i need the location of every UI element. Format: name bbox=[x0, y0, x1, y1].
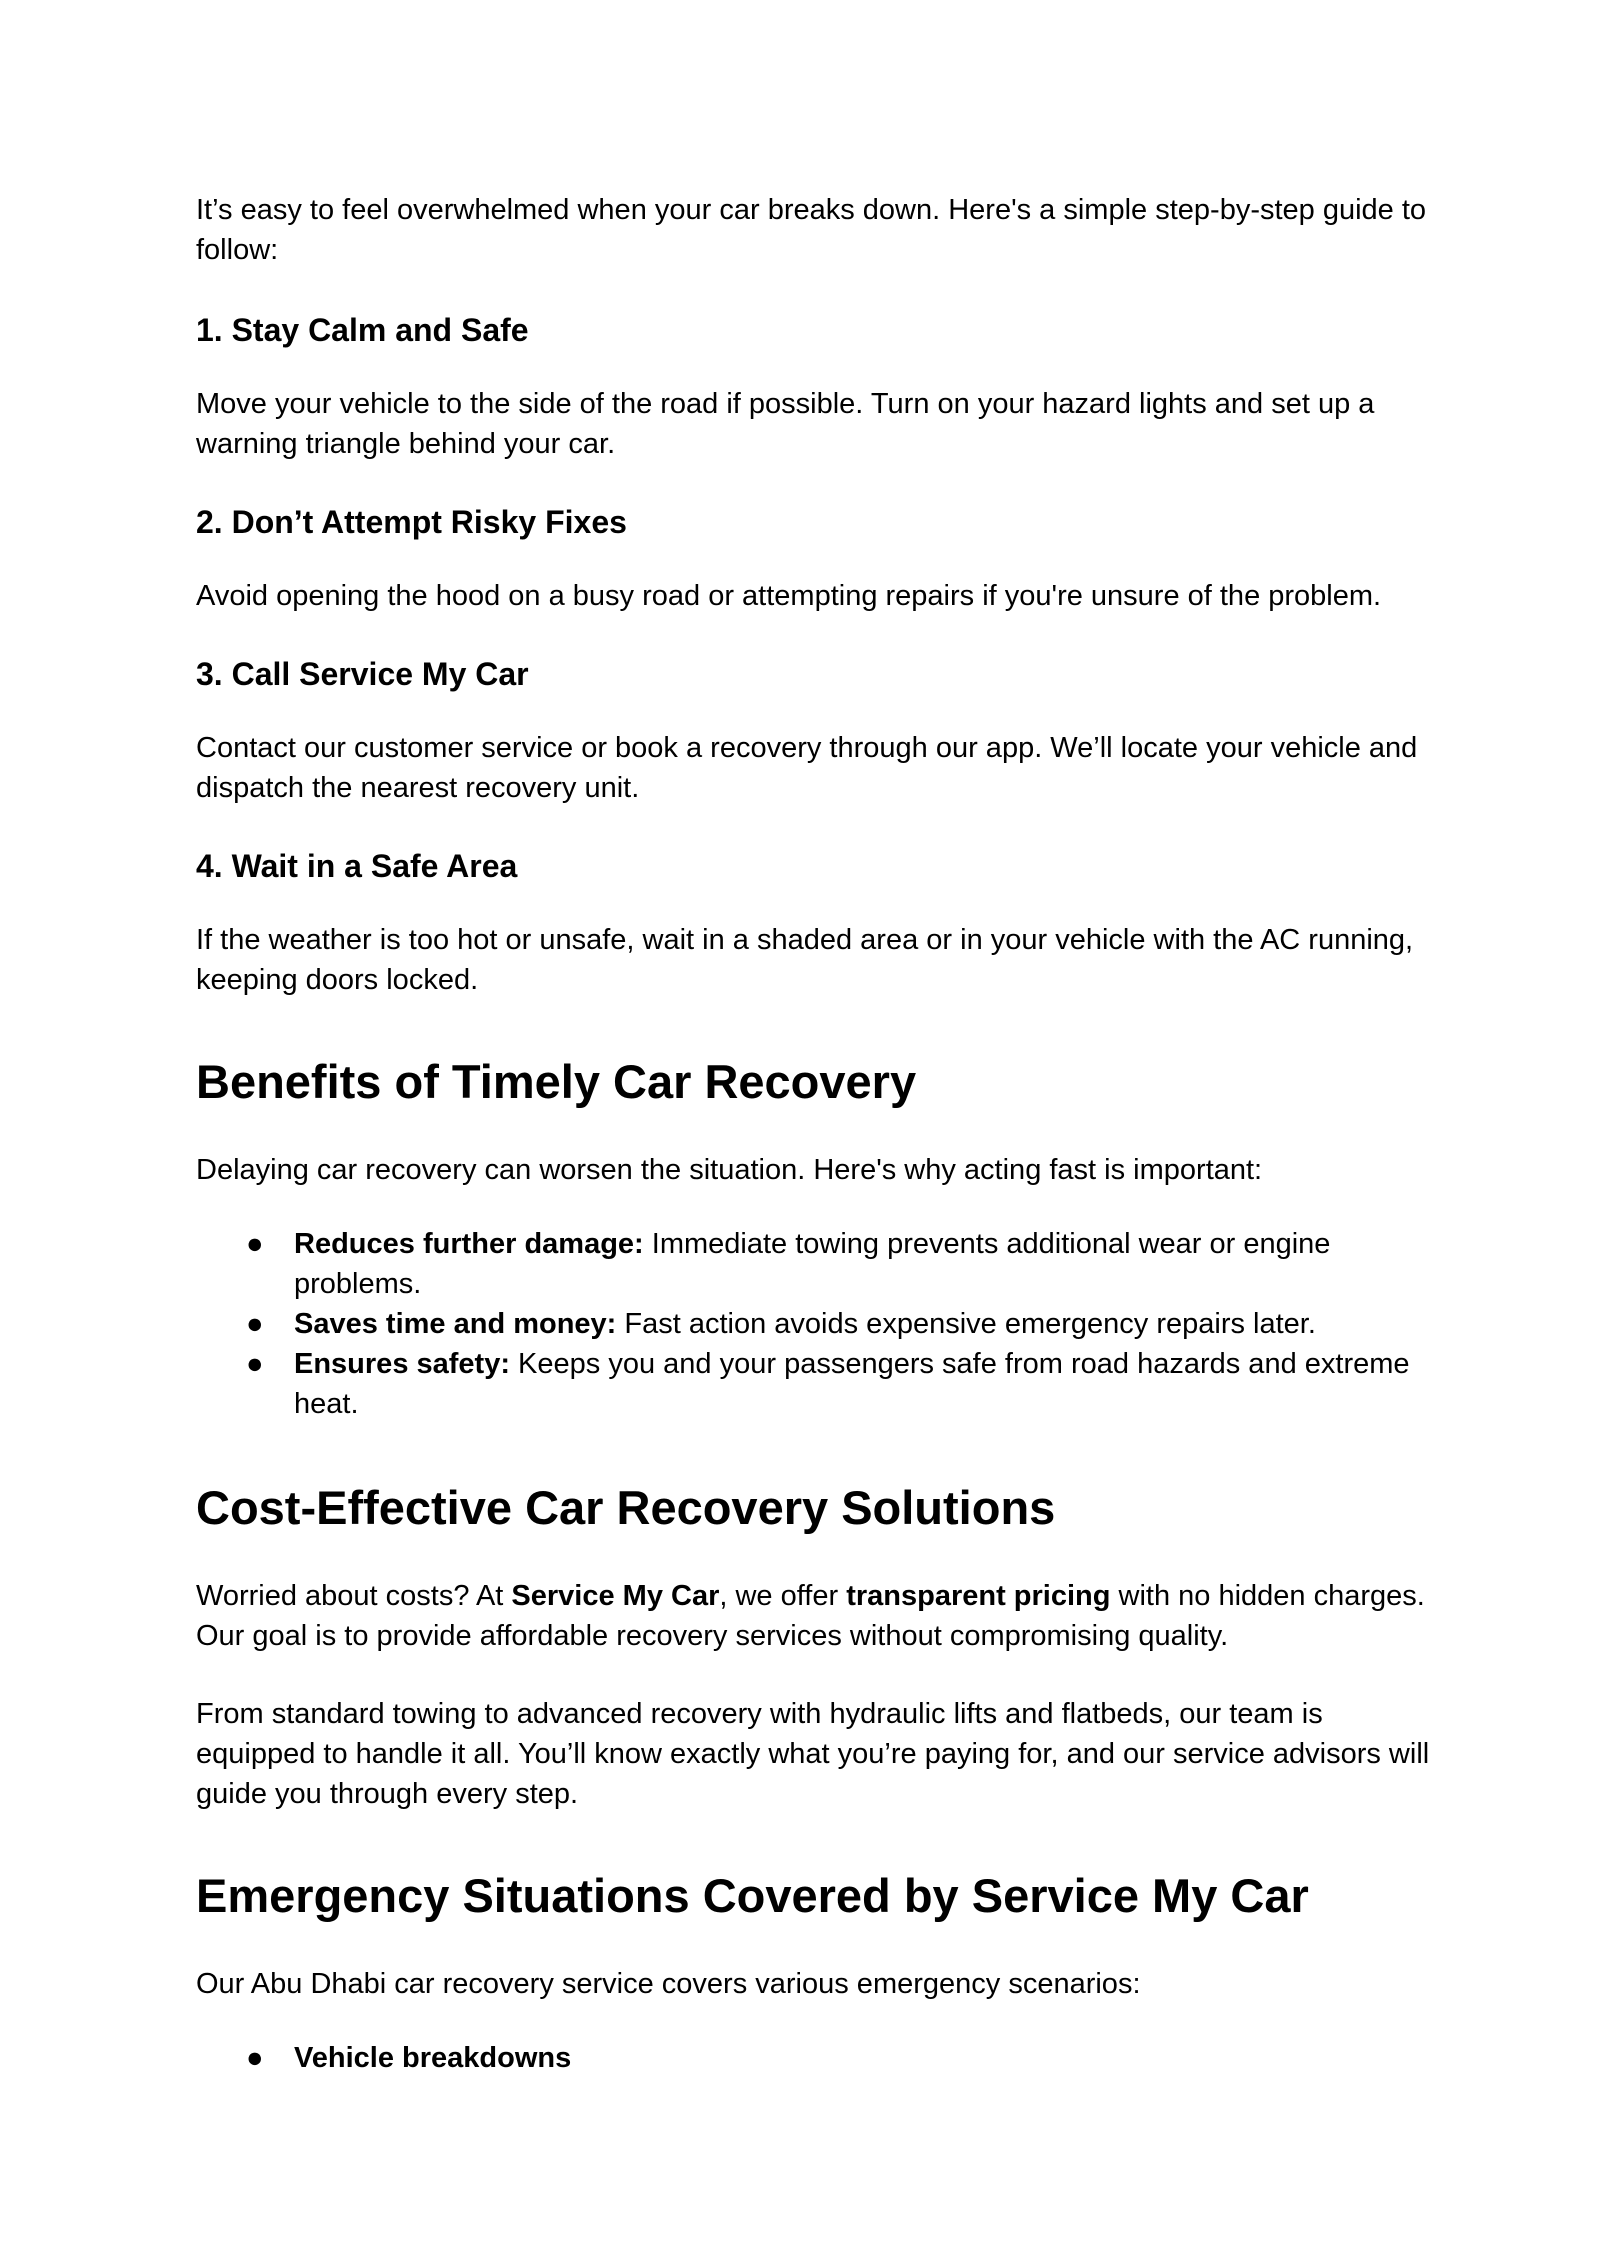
step-2-text: Avoid opening the hood on a busy road or attempting repairs if you're unsure of the problem. bbox=[196, 580, 1382, 612]
step-2-heading: 2. Don’t Attempt Risky Fixes bbox=[196, 504, 627, 540]
benefits-list bbox=[196, 1224, 1446, 1424]
list-item-text: Immediate towing prevents additional wear or engine problems. bbox=[294, 1228, 1331, 1300]
step-1-text: Move your vehicle to the side of the road if possible. Turn on your hazard lights and set up a warning triangle behind your car. bbox=[196, 388, 1375, 460]
bullet-icon: ● bbox=[246, 1308, 264, 1340]
document-page bbox=[196, 190, 1446, 2078]
bullet-icon: ● bbox=[246, 2042, 264, 2074]
cost-text-c: , we offer bbox=[719, 1580, 847, 1612]
step-4-text: If the weather is too hot or unsafe, wait in a shaded area or in your vehicle with the AC running, keeping doors locked. bbox=[196, 924, 1414, 996]
bullet-icon: ● bbox=[246, 1348, 264, 1380]
emergency-lead: Our Abu Dhabi car recovery service covers various emergency scenarios: bbox=[196, 1968, 1141, 2000]
brand-name: Service My Car bbox=[511, 1580, 720, 1612]
step-3-heading: 3. Call Service My Car bbox=[196, 656, 529, 692]
list-item-label: Saves time and money: bbox=[294, 1308, 617, 1340]
list-item bbox=[196, 1304, 1446, 1344]
cost-paragraph-1 bbox=[196, 1576, 1446, 1656]
emergency-list bbox=[196, 2038, 1446, 2078]
list-item-text: Keeps you and your passengers safe from road hazards and extreme heat. bbox=[294, 1348, 1410, 1420]
emergency-heading: Emergency Situations Covered by Service My Car bbox=[196, 1869, 1309, 1922]
list-item-text: Fast action avoids expensive emergency repairs later. bbox=[616, 1308, 1316, 1340]
cost-heading: Cost-Effective Car Recovery Solutions bbox=[196, 1481, 1056, 1534]
list-item-label: Vehicle breakdowns bbox=[294, 2042, 572, 2074]
intro-paragraph: It’s easy to feel overwhelmed when your car breaks down. Here's a simple step-by-step guide to follow: bbox=[196, 194, 1427, 266]
bullet-icon: ● bbox=[246, 1228, 264, 1260]
step-4-heading: 4. Wait in a Safe Area bbox=[196, 848, 518, 884]
cost-paragraph-2: From standard towing to advanced recovery with hydraulic lifts and flatbeds, our team is equipped to handle it all. You’ll know exactly what you’re paying for, and our service advisors will guide you through every step. bbox=[196, 1698, 1430, 1810]
list-item bbox=[196, 1344, 1446, 1424]
list-item bbox=[196, 2038, 1446, 2078]
cost-text-e: with no hidden charges. Our goal is to provide affordable recovery services without compromising quality. bbox=[196, 1580, 1425, 1652]
benefits-lead: Delaying car recovery can worsen the situation. Here's why acting fast is important: bbox=[196, 1154, 1263, 1186]
list-item bbox=[196, 1224, 1446, 1304]
cost-text-a: Worried about costs? At bbox=[196, 1580, 512, 1612]
benefits-heading: Benefits of Timely Car Recovery bbox=[196, 1055, 917, 1108]
pricing-emphasis: transparent pricing bbox=[846, 1580, 1111, 1612]
step-3-text: Contact our customer service or book a recovery through our app. We’ll locate your vehicle and dispatch the nearest recovery unit. bbox=[196, 732, 1418, 804]
list-item-label: Reduces further damage: bbox=[294, 1228, 644, 1260]
list-item-label: Ensures safety: bbox=[294, 1348, 510, 1380]
step-1-heading: 1. Stay Calm and Safe bbox=[196, 312, 529, 348]
